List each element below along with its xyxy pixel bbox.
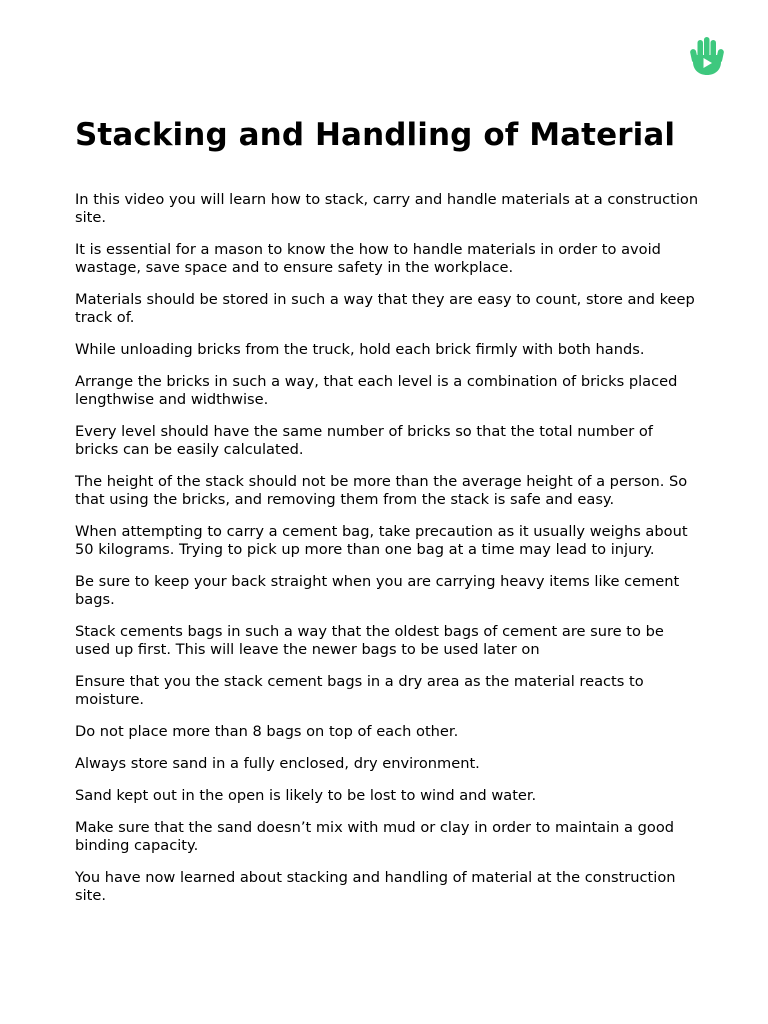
brand-logo [690, 36, 724, 76]
page-title: Stacking and Handling of Material [75, 117, 676, 153]
paragraph: Arrange the bricks in such a way, that each level is a combination of bricks placed lengthwise and widthwise. [75, 373, 678, 408]
paragraph: Materials should be stored in such a way that they are easy to count, store and keep track of. [75, 291, 695, 326]
paragraph: In this video you will learn how to stack, carry and handle materials at a construction site. [75, 191, 699, 226]
hand-play-icon [690, 36, 724, 76]
document-body [75, 191, 700, 919]
paragraph: While unloading bricks from the truck, hold each brick firmly with both hands. [75, 341, 645, 358]
paragraph: Be sure to keep your back straight when you are carrying heavy items like cement bags. [75, 573, 680, 608]
paragraph: Ensure that you the stack cement bags in a dry area as the material reacts to moisture. [75, 673, 644, 708]
paragraph: Do not place more than 8 bags on top of each other. [75, 723, 459, 740]
paragraph: Always store sand in a fully enclosed, dry environment. [75, 755, 480, 772]
paragraph: The height of the stack should not be more than the average height of a person. So that using the bricks, and removing them from the stack is safe and easy. [75, 473, 688, 508]
paragraph: Make sure that the sand doesn’t mix with mud or clay in order to maintain a good binding capacity. [75, 819, 675, 854]
paragraph: Stack cements bags in such a way that the oldest bags of cement are sure to be used up first. This will leave the newer bags to be used later on [75, 623, 664, 658]
paragraph: Every level should have the same number of bricks so that the total number of bricks can be easily calculated. [75, 423, 653, 458]
paragraph: When attempting to carry a cement bag, take precaution as it usually weighs about 50 kilograms. Trying to pick up more than one bag at a time may lead to injury. [75, 523, 688, 558]
paragraph: It is essential for a mason to know the how to handle materials in order to avoid wastage, save space and to ensure safety in the workplace. [75, 241, 661, 276]
paragraph: Sand kept out in the open is likely to be lost to wind and water. [75, 787, 537, 804]
paragraph: You have now learned about stacking and handling of material at the construction site. [75, 869, 676, 904]
